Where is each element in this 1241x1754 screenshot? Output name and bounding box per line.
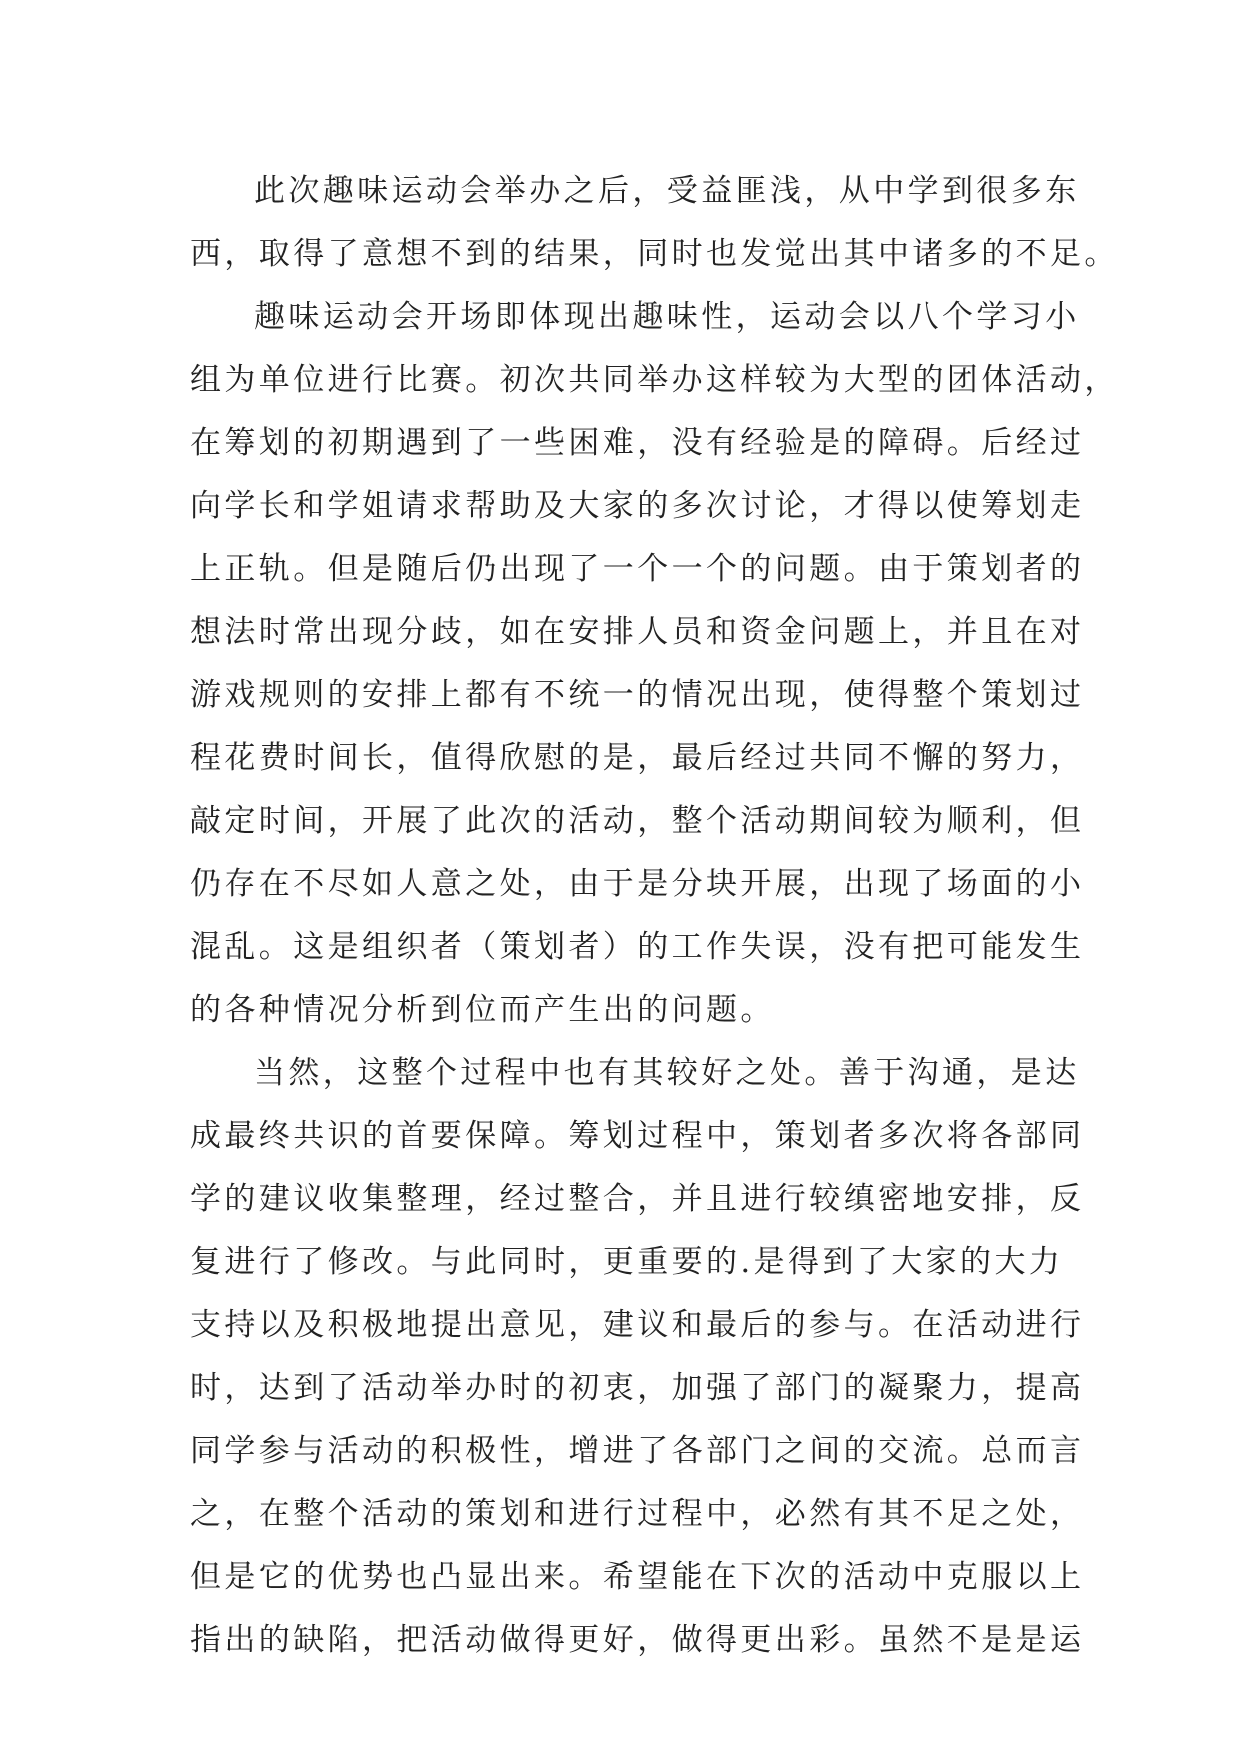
text-line: 想法时常出现分歧，如在安排人员和资金问题上，并且在对 [190, 614, 1085, 650]
text-line: 组为单位进行比赛。初次共同举办这样较为大型的团体活动， [190, 362, 1119, 398]
text-line: 当然，这整个过程中也有其较好之处。善于沟通，是达 [254, 1055, 1080, 1091]
document-body [190, 160, 1119, 1672]
text-line: 趣味运动会开场即体现出趣味性，运动会以八个学习小 [254, 299, 1080, 335]
text-line: 支持以及积极地提出意见，建议和最后的参与。在活动进行 [190, 1307, 1085, 1343]
text-line: 之，在整个活动的策划和进行过程中，必然有其不足之处， [190, 1496, 1085, 1532]
text-line: 但是它的优势也凸显出来。希望能在下次的活动中克服以上 [190, 1559, 1085, 1595]
text-line: 此次趣味运动会举办之后，受益匪浅，从中学到很多东 [254, 173, 1080, 209]
text-line: 程花费时间长，值得欣慰的是，最后经过共同不懈的努力， [190, 740, 1085, 776]
text-line: 在筹划的初期遇到了一些困难，没有经验是的障碍。后经过 [190, 425, 1085, 461]
text-line: 的各种情况分析到位而产生出的问题。 [190, 992, 775, 1028]
paragraph-2 [190, 286, 1119, 1042]
text-line: 学的建议收集整理，经过整合，并且进行较缜密地安排，反 [190, 1181, 1085, 1217]
text-line: 向学长和学姐请求帮助及大家的多次讨论，才得以使筹划走 [190, 488, 1085, 524]
text-line: 游戏规则的安排上都有不统一的情况出现，使得整个策划过 [190, 677, 1085, 713]
paragraph-3 [190, 1042, 1085, 1672]
text-line: 混乱。这是组织者（策划者）的工作失误，没有把可能发生 [190, 929, 1085, 965]
text-line: 成最终共识的首要保障。筹划过程中，策划者多次将各部同 [190, 1118, 1085, 1154]
text-line: 同学参与活动的积极性，增进了各部门之间的交流。总而言 [190, 1433, 1085, 1469]
paragraph-1 [190, 160, 1119, 286]
text-line: 上正轨。但是随后仍出现了一个一个的问题。由于策划者的 [190, 551, 1085, 587]
text-line: 西，取得了意想不到的结果，同时也发觉出其中诸多的不足。 [190, 236, 1119, 272]
text-line: 仍存在不尽如人意之处，由于是分块开展，出现了场面的小 [190, 866, 1085, 902]
text-line: 敲定时间，开展了此次的活动，整个活动期间较为顺利，但 [190, 803, 1085, 839]
text-line: 指出的缺陷，把活动做得更好，做得更出彩。虽然不是是运 [190, 1622, 1085, 1658]
text-line: 复进行了修改。与此同时，更重要的.是得到了大家的大力 [190, 1244, 1064, 1280]
text-line: 时，达到了活动举办时的初衷，加强了部门的凝聚力，提高 [190, 1370, 1085, 1406]
